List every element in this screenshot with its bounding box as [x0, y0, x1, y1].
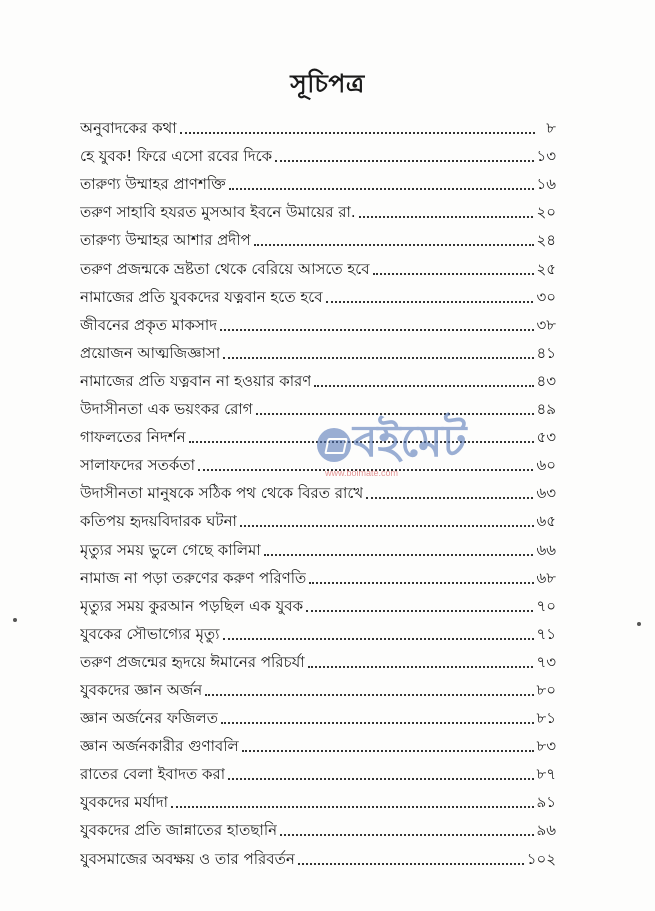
toc-entry-title: মৃত্যুর সময় ভুলে গেছে কালিমা	[80, 540, 261, 559]
dot-leader	[309, 582, 533, 584]
toc-entry-title: নামাজ না পড়া তরুণের করুণ পরিণতি	[80, 568, 307, 587]
toc-entry-title: জ্ঞান অর্জনের ফজিলত	[80, 709, 218, 728]
dot-leader	[229, 188, 534, 190]
dot-leader	[240, 525, 534, 527]
dot-leader	[326, 301, 534, 303]
toc-entry	[80, 840, 556, 868]
toc-entry	[80, 475, 556, 503]
toc-entry-page: ৭৩	[536, 652, 556, 671]
toc-entry-title: রাতের বেলা ইবাদত করা	[80, 765, 226, 784]
toc-entry-page: ৯৬	[536, 821, 556, 840]
dot-leader	[256, 413, 534, 415]
toc-entry-title: যুবকের সৌভাগ্যের মৃত্যু	[80, 624, 220, 643]
toc-entry-title: তরুণ প্রজন্মের হৃদয়ে ঈমানের পরিচর্যা	[80, 652, 305, 671]
toc-entry-page: ৬০	[536, 456, 556, 475]
toc-entry	[80, 560, 556, 588]
toc-entry	[80, 279, 556, 307]
toc-entry	[80, 784, 556, 812]
toc-entry-title: নামাজের প্রতি যুবকদের যত্নবান হতে হবে	[80, 287, 323, 306]
toc-entry-page: ৪৯	[536, 400, 556, 419]
toc-entry-page: ৮০	[536, 680, 556, 699]
toc-entry-page: ৭০	[536, 596, 556, 615]
dot-leader	[298, 863, 524, 865]
dot-leader	[359, 216, 534, 218]
dot-leader	[198, 469, 534, 471]
toc-entry	[80, 812, 556, 840]
toc-entry	[80, 335, 556, 363]
scan-mark	[13, 618, 17, 622]
toc-entry-page: ৩০	[536, 287, 556, 306]
toc-entry-title: তরুণ সাহাবি হযরত মুসআব ইবনে উমায়ের রা.	[80, 203, 356, 222]
toc-entry-title: যুবকদের প্রতি জান্নাতের হাতছানি	[80, 821, 278, 840]
toc-entry-title: উদাসীনতা মানুষকে সঠিক পথ থেকে বিরত রাখে	[80, 484, 364, 503]
toc-entry-page: ৬৩	[536, 484, 556, 503]
toc-entry-title: তারুণ্য উম্মাহর আশার প্রদীপ	[80, 231, 251, 250]
toc-entry	[80, 447, 556, 475]
table-of-contents	[80, 110, 556, 869]
toc-entry-title: তরুণ প্রজন্মকে ভ্রষ্টতা থেকে বেরিয়ে আসতে হবে	[80, 259, 370, 278]
dot-leader	[308, 666, 534, 668]
toc-entry	[80, 194, 556, 222]
dot-leader	[223, 357, 533, 359]
toc-entry-page: ২০	[536, 203, 556, 222]
dot-leader	[171, 806, 534, 808]
toc-entry-page: ৬৫	[536, 512, 556, 531]
toc-entry-title: অনুবাদকের কথা	[80, 119, 177, 138]
toc-entry-page: ৮	[546, 119, 556, 138]
dot-leader	[366, 497, 533, 499]
toc-entry	[80, 391, 556, 419]
dot-leader	[189, 441, 534, 443]
dot-leader	[220, 329, 533, 331]
toc-entry	[80, 588, 556, 616]
toc-entry-page: ৬৬	[536, 540, 556, 559]
dot-leader	[228, 778, 533, 780]
toc-entry	[80, 138, 556, 166]
toc-entry	[80, 222, 556, 250]
toc-entry-title: জীবনের প্রকৃত মাকসাদ	[80, 315, 218, 334]
toc-entry	[80, 616, 556, 644]
toc-entry	[80, 110, 556, 138]
toc-entry-title: উদাসীনতা এক ভয়ংকর রোগ	[80, 400, 253, 419]
toc-entry-page: ২৫	[536, 259, 556, 278]
toc-entry-title: নামাজের প্রতি যত্নবান না হওয়ার কারণ	[80, 371, 312, 390]
toc-entry	[80, 700, 556, 728]
toc-entry	[80, 250, 556, 278]
toc-entry-title: মৃত্যুর সময় কুরআন পড়ছিল এক যুবক	[80, 596, 304, 615]
toc-entry-page: ৬৮	[536, 568, 556, 587]
page-title: সূচিপত্র	[290, 69, 365, 98]
toc-entry-page: ৪৩	[536, 371, 556, 390]
dot-leader	[242, 750, 534, 752]
toc-entry-title: যুবকদের মর্যাদা	[80, 793, 168, 812]
toc-entry	[80, 503, 556, 531]
toc-entry-page: ৮৩	[536, 737, 556, 756]
toc-entry-title: গাফলতের নিদর্শন	[80, 428, 186, 447]
toc-entry-page: ৫৩	[536, 428, 556, 447]
toc-entry-page: ৩৮	[536, 315, 556, 334]
toc-entry-page: ৯১	[536, 793, 556, 812]
watermark-url: www.boimate.com	[325, 468, 399, 478]
toc-entry-title: হে যুবক! ফিরে এসো রবের দিকে	[80, 147, 273, 166]
watermark-word: বইমেট	[353, 416, 467, 467]
toc-entry-page: ৪১	[536, 343, 556, 362]
toc-entry	[80, 363, 556, 391]
toc-entry-title: তারুণ্য উম্মাহর প্রাণশক্তি	[80, 175, 226, 194]
dot-leader	[373, 273, 534, 275]
dot-leader	[223, 638, 534, 640]
toc-entry-title: যুবকদের জ্ঞান অর্জন	[80, 680, 203, 699]
toc-entry-page: ৮১	[536, 709, 556, 728]
dot-leader	[275, 160, 533, 162]
dot-leader	[205, 694, 533, 696]
dot-leader	[254, 244, 534, 246]
dot-leader	[264, 554, 534, 556]
toc-entry-page: ১৩	[536, 147, 556, 166]
toc-entry	[80, 644, 556, 672]
toc-entry	[80, 756, 556, 784]
toc-entry-title: জ্ঞান অর্জনকারীর গুণাবলি	[80, 737, 239, 756]
toc-entry-page: ২৪	[536, 231, 556, 250]
toc-entry-page: ৮৭	[536, 765, 556, 784]
toc-entry-title: কতিপয় হৃদয়বিদারক ঘটনা	[80, 512, 237, 531]
dot-leader	[306, 610, 533, 612]
dot-leader	[280, 834, 533, 836]
toc-entry-page: ১০২	[526, 849, 556, 868]
toc-entry	[80, 419, 556, 447]
toc-entry-page: ১৬	[536, 175, 556, 194]
scan-mark	[637, 622, 641, 626]
toc-entry	[80, 672, 556, 700]
toc-entry-title: প্রয়োজন আত্মজিজ্ঞাসা	[80, 343, 221, 362]
toc-entry	[80, 728, 556, 756]
toc-entry-page: ৭১	[536, 624, 556, 643]
dot-leader	[314, 385, 533, 387]
toc-entry	[80, 307, 556, 335]
dot-leader	[180, 132, 535, 134]
toc-entry-title: যুবসমাজের অবক্ষয় ও তার পরিবর্তন	[80, 849, 295, 868]
toc-entry	[80, 531, 556, 559]
toc-entry	[80, 166, 556, 194]
toc-entry-title: সালাফদের সতর্কতা	[80, 456, 195, 475]
dot-leader	[221, 722, 534, 724]
